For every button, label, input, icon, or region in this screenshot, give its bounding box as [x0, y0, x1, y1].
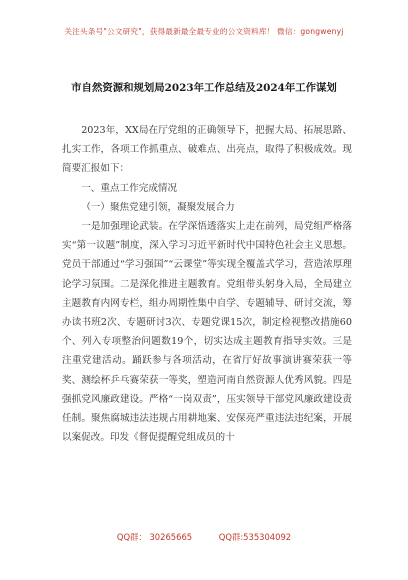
- subsection-heading: （一）聚焦党建引领，凝聚发展合力: [81, 201, 235, 213]
- intro-paragraph: 2023年，XX局在厅党组的正确领导下，把握大局、拓展思路、扎实工作，各项工作抓重点、破难点、出亮点，取得了积极成效。现简要汇报如下：: [62, 125, 352, 175]
- document-title: 市自然资源和规划局2023年工作总结及2024年工作谋划: [71, 82, 337, 94]
- document-body: [62, 121, 352, 447]
- qq-footer: [0, 531, 408, 543]
- qq-group-2: QQ群:535304092: [218, 532, 292, 542]
- section-heading: 一、重点工作完成情况: [81, 182, 178, 194]
- qq-group-1: QQ群： 30265665: [116, 532, 193, 542]
- promo-header: 关注头条号"公文研究"，获得最新最全最专业的公文资料库！ 微信：gongwenyj: [64, 27, 344, 36]
- body-paragraph: 一是加强理论武装。在学深悟透落实上走在前列，局党组严格落实“第一议题”制度，深入学习习近平新时代中国特色社会主义思想。党员干部通过“学习强国”“云课堂”等实现全覆盖式学习，营造浓厚理论学习氛围。二是深化推进主题教育。党组带头躬身入局，全局建立主题教育内网专栏，组办周期性集中自学、专题辅导、研讨交流，筹办读书班2次、专题研讨3次、专题党课15次，制定检视整改措施60个、列入专项整治问题数19个，切实达成主题教育指导实效。三是注重党建活动。踊跃参与各项活动，在省厅好故事演讲赛荣获一等奖、测绘杯乒乓赛荣获一等奖，塑造河南自然资源人优秀风貌。四是强抓党风廉政建设。严格“一岗双责”，压实领导干部党风廉政建设责任制。聚焦腐城违法违规占用耕地案、安保亮严重违法违纪案，开展以案促改。印发《督促提醒党组成员的十: [62, 221, 352, 444]
